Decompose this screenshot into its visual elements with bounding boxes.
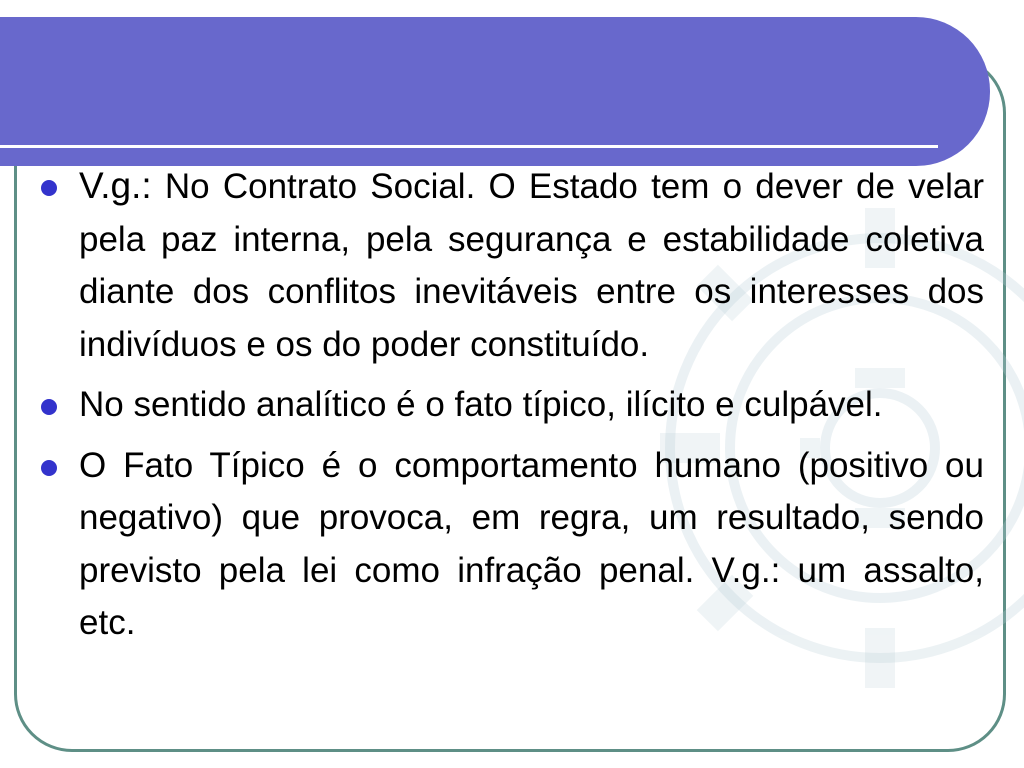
- bullet-icon: [41, 399, 57, 415]
- bullet-text: O Fato Típico é o comportamento humano (positivo ou negativo) que provoca, em regra, um resultado, sendo previsto pela lei como infração penal. V.g.: um assalto, etc.: [79, 445, 984, 642]
- title-bar: [0, 17, 990, 166]
- bullet-prefix: V.g.:: [79, 165, 152, 206]
- bullet-list: [38, 160, 984, 658]
- bullet-item: [38, 160, 984, 371]
- bullet-icon: [41, 180, 57, 196]
- bullet-icon: [41, 460, 57, 476]
- bullet-text: No Contrato Social. O Estado tem o dever de velar pela paz interna, pela segurança e estabilidade coletiva diante dos conflitos inevitáveis entre os interesses dos indivíduos e os do poder constituído.: [79, 167, 984, 364]
- title-rule: [0, 145, 938, 148]
- bullet-text: No sentido analítico é o fato típico, ilícito e culpável.: [79, 385, 883, 424]
- bullet-item: [38, 440, 984, 650]
- bullet-item: [38, 379, 984, 432]
